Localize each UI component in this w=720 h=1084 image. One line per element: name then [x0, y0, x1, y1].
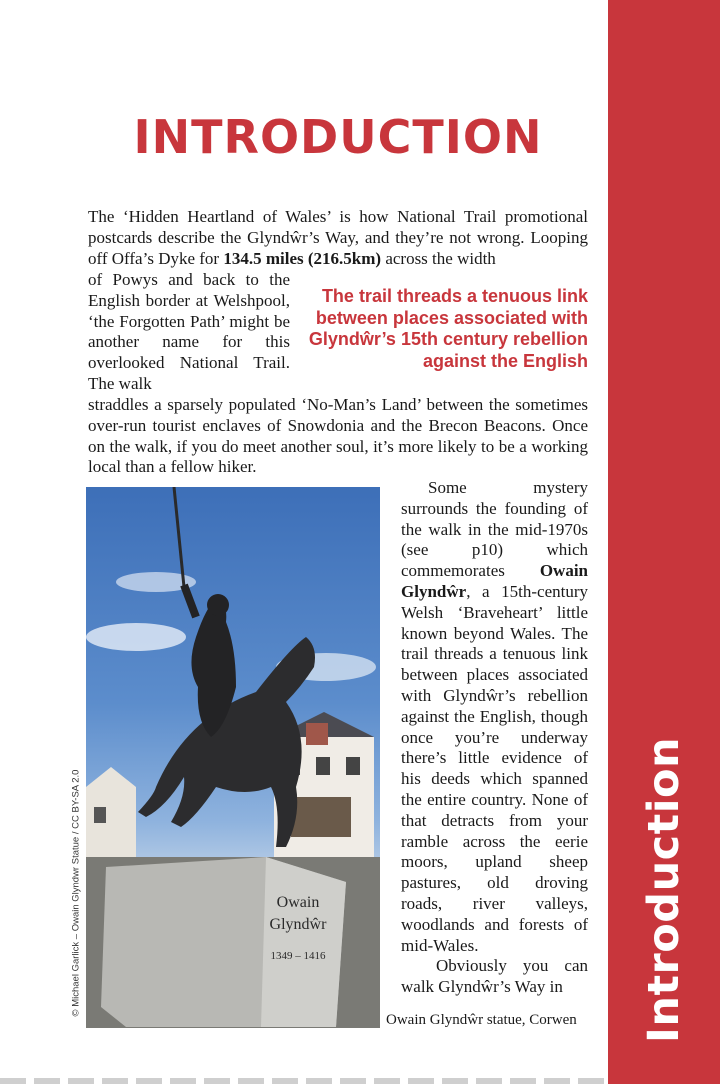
plinth-name-line2: Glyndŵr — [269, 916, 327, 933]
plinth-name-line1: Owain — [276, 894, 320, 911]
pull-quote: The trail threads a tenuous link between places associated with Glyndŵr’s 15th century rebellion against the English — [308, 286, 588, 371]
photo-caption: Owain Glyndŵr statue, Corwen — [386, 1012, 577, 1028]
paragraph-history-text-a: Some mystery surrounds the founding of the walk in the mid-1970s (see p10) which commemorates — [401, 478, 588, 581]
paragraph-history-text-b: , a 15th-century Welsh ‘Braveheart’ little known beyond Wales. The trail threads a tenuous link between places associated with Glyndŵr’s rebellion against the English, though once you’re underway there’s little evidence of his deeds which spanned the entire country. None of that detracts from your ramble across the eerie moors, upland sheep pastures, old droving roads, river valleys, woodlands and forests of mid-Wales. — [401, 581, 588, 955]
paragraph-history — [401, 478, 588, 956]
owain-glyndwr-name: Owain Glyndŵr — [401, 561, 588, 601]
trail-length: 134.5 miles (216.5km) — [223, 248, 382, 268]
photo-credit: © Michael Garlick – Owain Glyndwr Statue / CC BY-SA 2.0 — [70, 769, 82, 1017]
page-bottom-decoration — [0, 1078, 608, 1084]
paragraph-intro-text-b: across the width — [381, 248, 496, 268]
paragraph-intro-wrap: of Powys and back to the English border at Welshpool, ‘the Forgotten Path’ might be another name for this overlooked National Trail. The walk — [88, 270, 290, 393]
plinth-dates: 1349 – 1416 — [270, 950, 326, 962]
paragraph-intro-top — [88, 207, 588, 269]
paragraph-walk: Obviously you can walk Glyndŵr’s Way in — [401, 956, 588, 996]
page-title: INTRODUCTION — [133, 110, 543, 164]
chapter-tab-label: Introduction — [639, 736, 689, 1044]
paragraph-intro-text-a: The ‘Hidden Heartland of Wales’ is how National Trail promotional postcards describe the Glyndŵr’s Way, and they’re not wrong. Looping off Offa’s Dyke for — [88, 207, 588, 268]
statue-photo — [86, 487, 380, 1028]
paragraph-intro-bottom: straddles a sparsely populated ‘No-Man’s Land’ between the sometimes over-run tourist enclaves of Snowdonia and the Brecon Beacons. Once on the walk, if you do meet another soul, it’s more likely to be a working local than a fellow hiker. — [88, 395, 588, 477]
statue-illustration — [86, 487, 380, 1028]
